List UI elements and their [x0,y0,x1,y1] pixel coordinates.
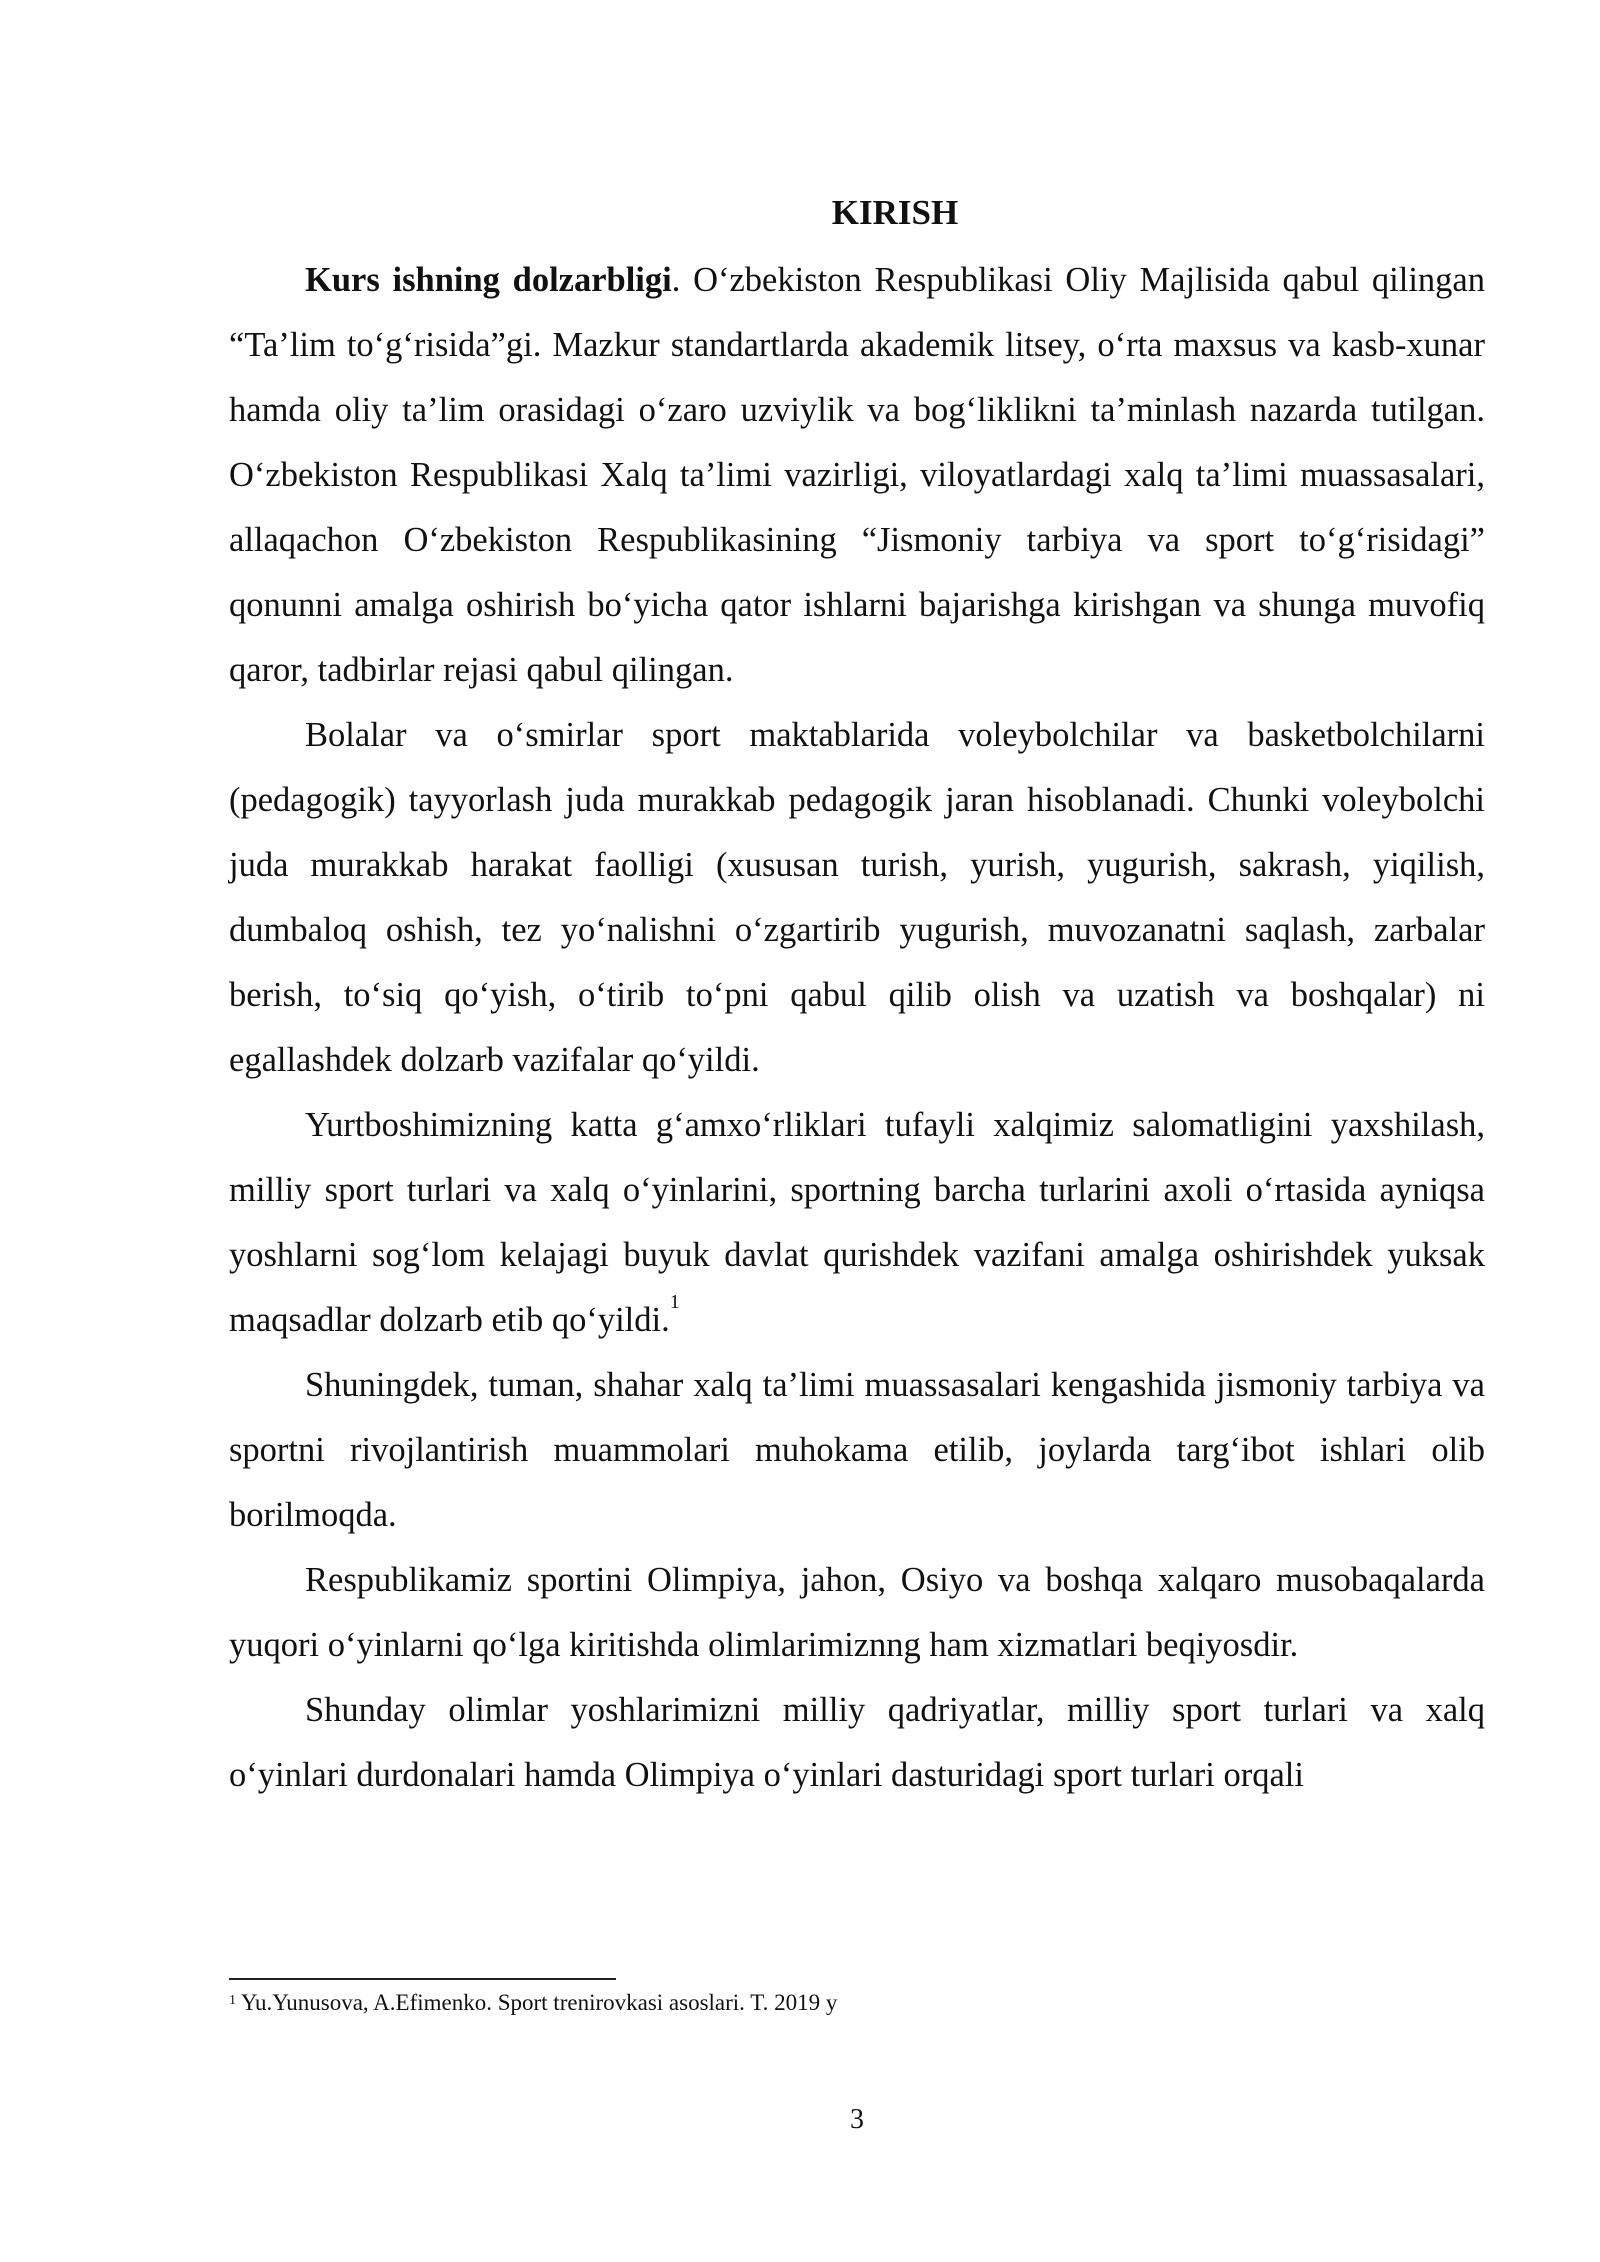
footnote-reference[interactable]: 1 [669,1291,680,1313]
body-text [229,248,1485,1808]
footnote-marker: 1 [229,1993,236,2008]
footnote-text: Yu.Yunusova, A.Efimenko. Sport trenirovkasi asoslari. T. 2019 y [236,1990,838,2015]
footnote-divider [229,1978,616,1980]
paragraph-relevance [229,248,1485,703]
paragraph-district-councils: Shuningdek, tuman, shahar xalq ta’limi muassasalari kengashida jismoniy tarbiya va sportni rivojlantirish muammolari muhokama etilib, joylarda targ‘ibot ishlari olib borilmoqda. [229,1366,1485,1534]
footnote [229,1988,1485,2018]
page-number: 3 [850,2104,864,2135]
paragraph-text: Yurtboshimizning katta g‘amxo‘rliklari tufayli xalqimiz salomatligini yaxshilash, milliy sport turlari va xalq o‘yinlarini, sportning barcha turlarini axoli o‘rtasida ayniqsa yoshlarni sog‘lom kelajagi buyuk davlat qurishdek vazifani amalga oshirishdek yuksak maqsadlar dolzarb etib qo‘yildi. [229,1106,1485,1339]
paragraph-republic-sport: Respublikamiz sportini Olimpiya, jahon, Osiyo va boshqa xalqaro musobaqalarda yuqori o‘yinlarni qo‘lga kiritishda olimlarimiznng ham xizmatlari beqiyosdir. [229,1561,1485,1664]
paragraph-leader-care [229,1093,1485,1353]
paragraph-scientists: Shunday olimlar yoshlarimizni milliy qadriyatlar, milliy sport turlari va xalq o‘yinlari durdonalari hamda Olimpiya o‘yinlari dasturidagi sport turlari orqali [229,1691,1485,1794]
paragraph-text: . O‘zbekiston Respublikasi Oliy Majlisida qabul qilingan “Ta’lim to‘g‘risida”gi. Mazkur standartlarda akademik litsey, o‘rta maxsus va kasb-xunar hamda oliy ta’lim orasidagi o‘zaro uzviylik va bog‘liklikni ta’minlash nazarda tutilgan. O‘zbekiston Respublikasi Xalq ta’limi vazirligi, viloyatlardagi xalq ta’limi muassasalari, allaqachon O‘zbekiston Respublikasining “Jismoniy tarbiya va sport to‘g‘risidagi” qonunni amalga oshirish bo‘yicha qator ishlarni bajarishga kirishgan va shunga muvofiq qaror, tadbirlar rejasi qabul qilingan. [229,261,1485,689]
page-title: KIRISH [831,193,959,232]
paragraph-lead: Kurs ishning dolzarbligi [305,261,672,299]
paragraph-sports-schools: Bolalar va o‘smirlar sport maktablarida voleybolchilar va basketbolchilarni (pedagogik) tayyorlash juda murakkab pedagogik jaran hisoblanadi. Chunki voleybolchi juda murakkab harakat faolligi (xususan turish, yurish, yugurish, sakrash, yiqilish, dumbaloq oshish, tez yo‘nalishni o‘zgartirib yugurish, muvozanatni saqlash, zarbalar berish, to‘siq qo‘yish, o‘tirib to‘pni qabul qilib olish va uzatish va boshqalar) ni egallashdek dolzarb vazifalar qo‘yildi. [229,716,1485,1079]
